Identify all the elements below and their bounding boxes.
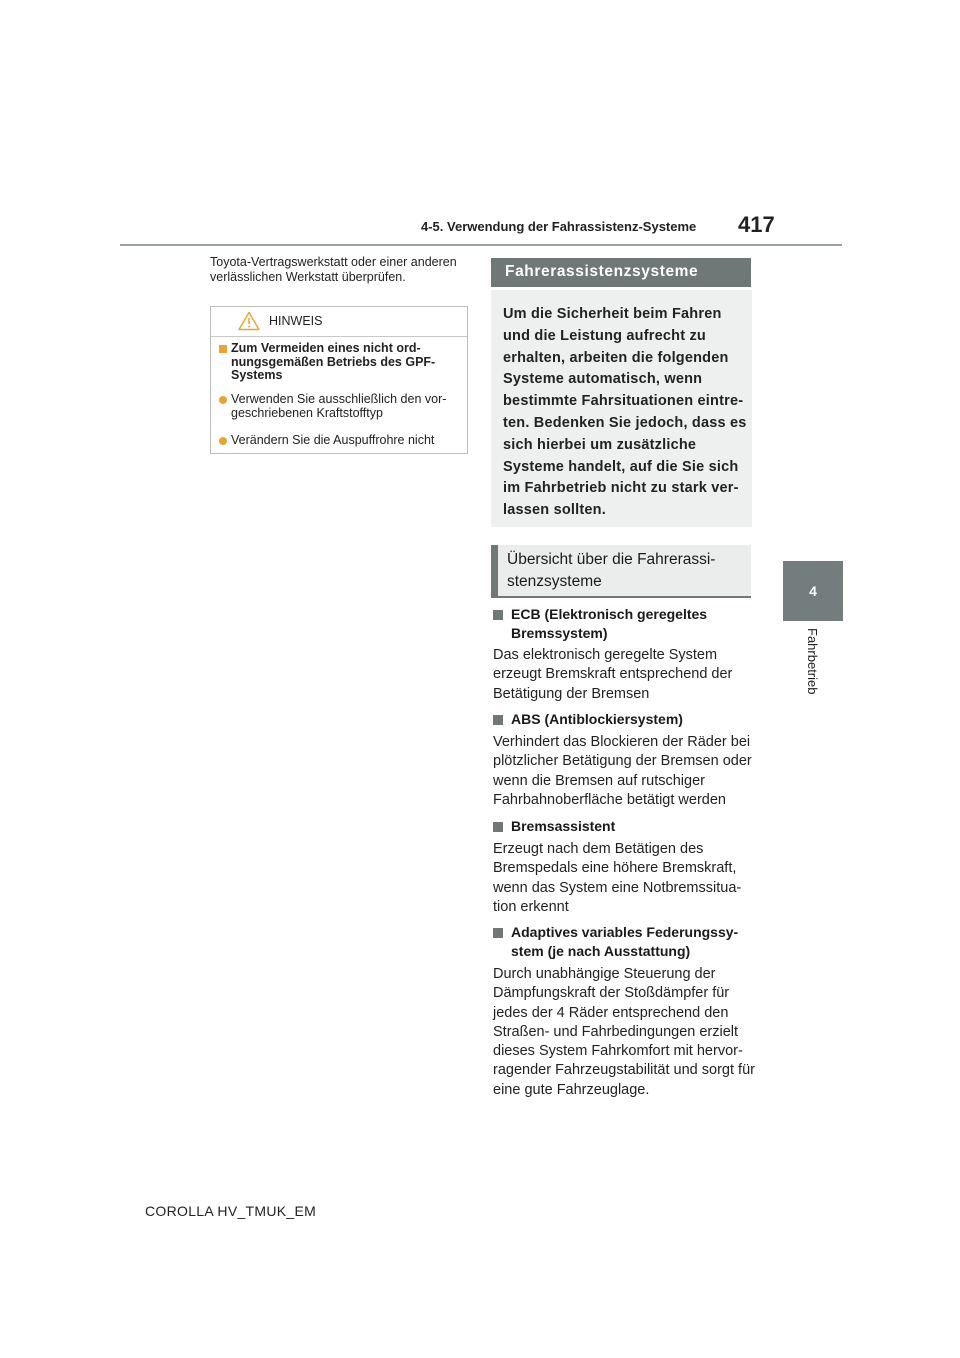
chapter-tab[interactable]: 4 — [783, 561, 843, 621]
system-title: Bremsassistent — [493, 817, 753, 836]
square-bullet-icon — [493, 928, 503, 938]
square-bullet-icon — [219, 345, 227, 353]
system-description: Verhindert das Blockieren der Räder bei plötzlicher Betätigung der Bremsen oder wenn die Bremsen auf rutschiger Fahrbahnoberfläche betätigt werden — [493, 734, 752, 808]
system-title: ABS (Antiblockiersystem) — [493, 710, 753, 729]
system-description: Erzeugt nach dem Betätigen des Bremspedals eine höhere Bremskraft, wenn das System eine Notbremssitua-tion erkennt — [493, 841, 742, 915]
square-bullet-icon — [493, 715, 503, 725]
intro-box-text: Um die Sicherheit beim Fahren und die Leistung aufrecht zu erhalten, arbeiten die folgenden Systeme automatisch, wenn bestimmte Fahrsituationen eintre-ten. Bedenken Sie jedoch, dass es sich hierbei um zusätzliche Systeme handelt, auf die Sie sich im Fahrbetrieb nicht zu stark ver-lassen sollten. — [503, 306, 747, 519]
model-code: COROLLA HV_TMUK_EM — [145, 1203, 317, 1219]
note-header — [211, 307, 467, 337]
note-item: Verwenden Sie ausschließlich den vor-geschriebenen Kraftstofftyp — [231, 393, 457, 420]
square-bullet-icon — [493, 822, 503, 832]
intro-text: Toyota-Vertragswerkstatt oder einer anderen verlässlichen Werkstatt überprüfen. — [210, 255, 457, 284]
intro-box — [491, 290, 752, 527]
note-item: Verändern Sie die Auspuffrohre nicht — [231, 434, 457, 448]
warning-triangle-icon — [238, 311, 260, 331]
system-title: Adaptives variables Federungssy-stem (je nach Ausstattung) — [493, 923, 753, 961]
chapter-label: Fahrbetrieb — [805, 628, 820, 695]
round-bullet-icon — [219, 437, 227, 445]
system-description: Das elektronisch geregelte System erzeugt Bremskraft entsprechend der Betätigung der Bremsen — [493, 647, 733, 702]
note-heading: Zum Vermeiden eines nicht ord-nungsgemäßen Betriebs des GPF-Systems — [231, 342, 451, 383]
system-title: ECB (Elektronisch geregeltes Bremssystem) — [493, 605, 753, 643]
system-description: Durch unabhängige Steuerung der Dämpfungskraft der Stoßdämpfer für jedes der 4 Räder entsprechend den Straßen- und Fahrbedingungen erzielt dieses System Fahrkomfort mit hervor-ragender Fahrzeugstabilität und sorgt für eine gute Fahrzeuglage. — [493, 966, 755, 1098]
overview-heading-text: Übersicht über die Fahrerassi-stenzsysteme — [507, 551, 716, 590]
note-title: HINWEIS — [269, 314, 323, 328]
header-divider — [120, 244, 842, 246]
overview-heading — [491, 545, 751, 598]
page-number: 417 — [738, 212, 775, 237]
note-box — [210, 306, 468, 454]
square-bullet-icon — [493, 610, 503, 620]
section-heading: Fahrerassistenzsysteme — [491, 258, 751, 287]
section-title: 4-5. Verwendung der Fahrassistenz-Systeme — [421, 219, 697, 234]
round-bullet-icon — [219, 396, 227, 404]
